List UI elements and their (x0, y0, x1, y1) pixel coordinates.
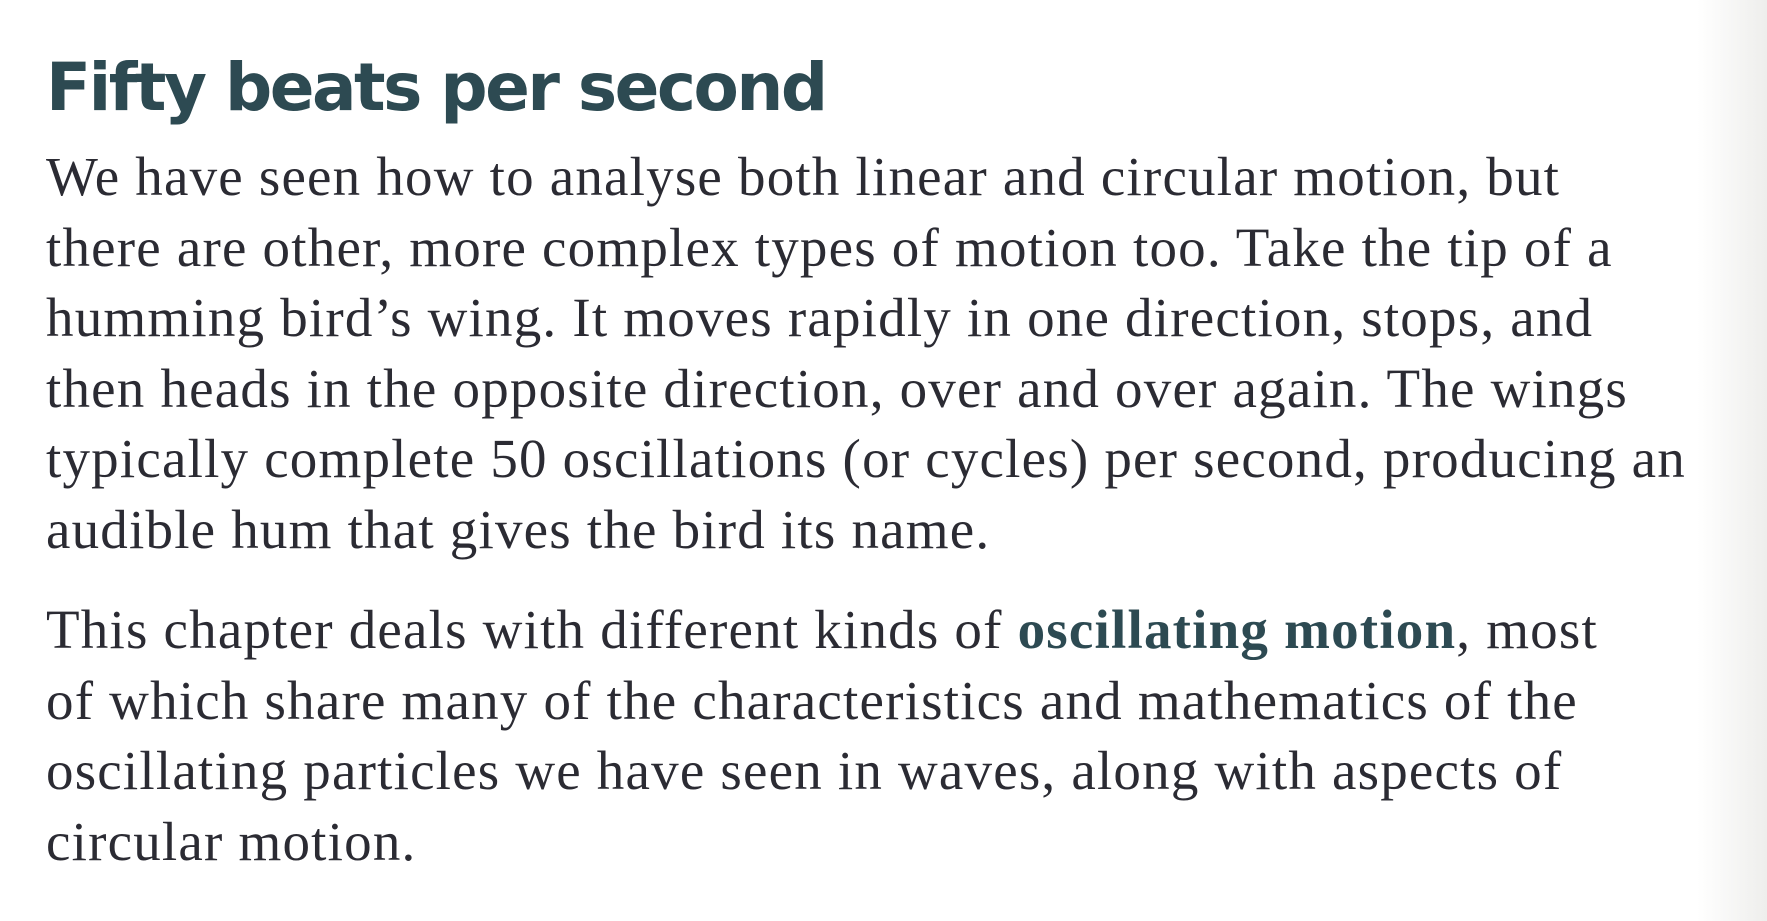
text-run: This chapter deals with different kinds of (46, 599, 1018, 660)
key-term-oscillating-motion: oscillating motion (1017, 599, 1457, 660)
paragraph-line: of which share many of the characteristics and mathematics of the (46, 669, 1578, 731)
paragraph-line: typically complete 50 oscillations (or cycles) per second, producing an (46, 428, 1686, 489)
paragraph-line: then heads in the opposite direction, over and over again. The wings (46, 357, 1628, 419)
paragraph-line: there are other, more complex types of motion too. Take the tip of a (46, 216, 1613, 278)
section-content (46, 48, 1746, 877)
paragraph-line: humming bird’s wing. It moves rapidly in one direction, stops, and (46, 287, 1594, 348)
paragraph-line: oscillating particles we have seen in waves, along with aspects of (46, 740, 1563, 801)
paragraph-intro (46, 142, 1746, 565)
paragraph-line: audible hum that gives the bird its name. (46, 498, 991, 560)
section-heading: Fifty beats per second (46, 49, 826, 126)
paragraph-line: circular motion. (46, 810, 417, 872)
paragraph-line: We have seen how to analyse both linear and circular motion, but (46, 146, 1561, 207)
paragraph-chapter-scope (46, 595, 1746, 877)
text-run: , most (1456, 599, 1598, 660)
paragraph-line (46, 595, 1746, 666)
